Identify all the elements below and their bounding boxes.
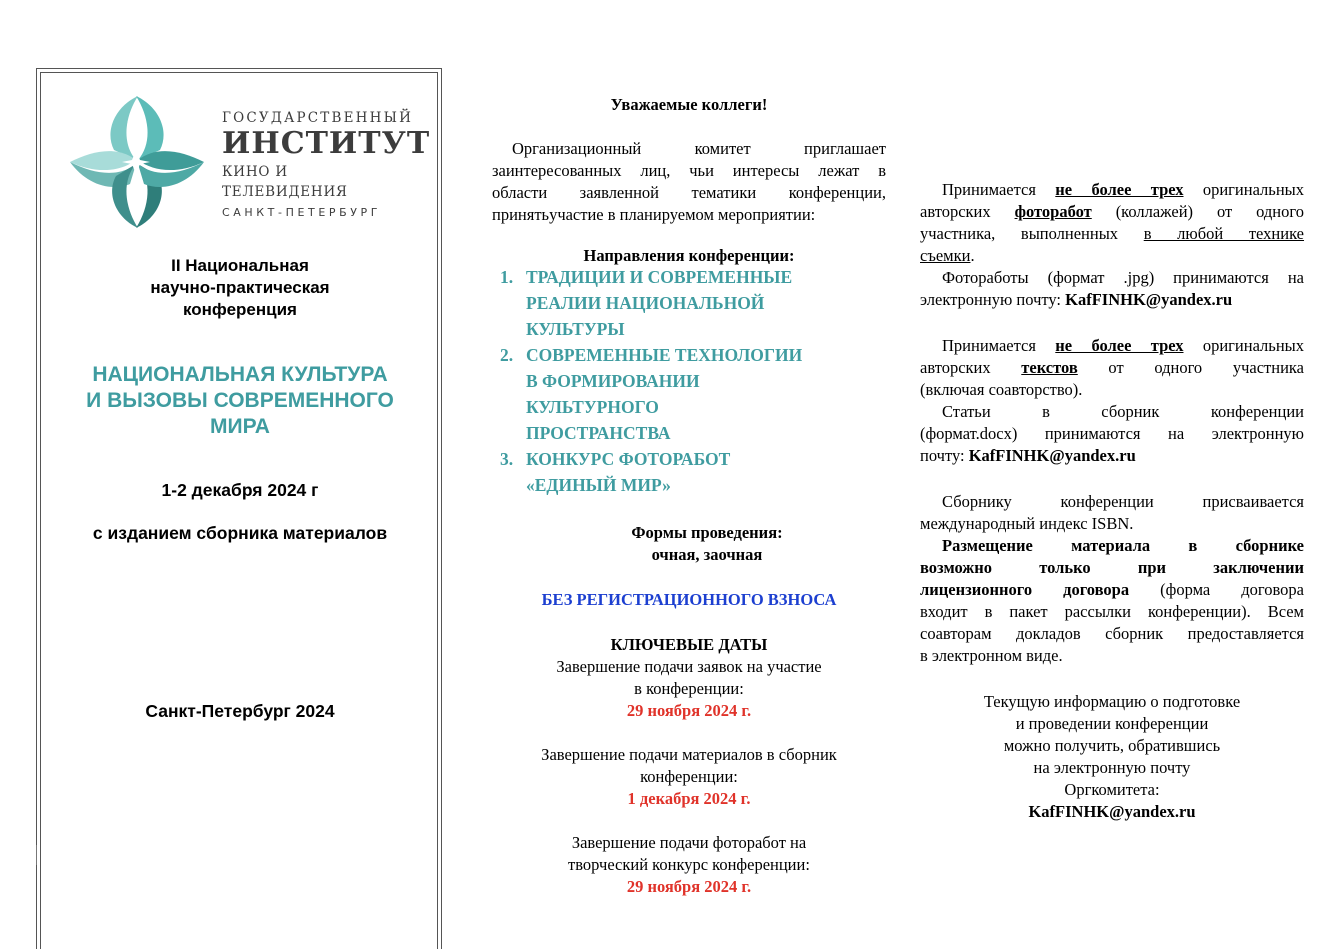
text-span: (форма договора — [1129, 580, 1305, 599]
isbn-line-2: международный индекс ISBN. — [920, 514, 1134, 533]
direction-line: «ЕДИНЫЙ МИР» — [526, 475, 671, 495]
text-span: Принимается — [942, 180, 1056, 199]
key-date-line: Завершение подачи заявок на участие — [556, 657, 822, 676]
forms-section — [510, 522, 904, 566]
intro-line: принятьучастие в планируемом мероприятии: — [492, 205, 816, 224]
text-span: (коллажей) от одного — [1091, 202, 1304, 221]
license-line-2: возможно только при заключении — [920, 558, 1304, 577]
license-line-4: входит в пакет рассылки конференции). Всем — [920, 602, 1304, 621]
text-span: от одного участника — [1077, 358, 1304, 377]
conference-type — [60, 255, 420, 321]
direction-number: 3. — [500, 449, 514, 469]
text-span: авторских — [920, 358, 1022, 377]
logo-line-2: ИНСТИТУТ — [222, 126, 431, 161]
key-dates-heading: КЛЮЧЕВЫЕ ДАТЫ — [610, 635, 768, 654]
directions-heading-text: Направления конференции: — [583, 246, 795, 265]
directions-list — [492, 264, 872, 498]
photo-line-3 — [920, 223, 1304, 245]
conf-type-line: научно-практическая — [150, 278, 330, 297]
license-line-5: соавторам докладов сборник предоставляется — [920, 624, 1304, 643]
articles-email-line — [920, 445, 1304, 467]
emphasis: не более трех — [1055, 336, 1184, 355]
intro-line: области заявленной тематики конференции, — [492, 183, 886, 202]
conference-city-year: Санкт-Петербург 2024 — [145, 701, 335, 721]
direction-number: 2. — [500, 345, 514, 365]
direction-item — [492, 342, 872, 446]
text-span: почту: — [920, 446, 969, 465]
emphasis: фоторабот — [1014, 202, 1092, 221]
emphasis: не более трех — [1055, 180, 1184, 199]
photo-format-line: Фотоработы (формат .jpg) принимаются на — [942, 268, 1304, 287]
photo-email-line — [920, 289, 1304, 311]
direction-line: КУЛЬТУРНОГО — [526, 397, 659, 417]
text-span: участника, выполненных — [920, 224, 1144, 243]
key-date-line: творческий конкурс конференции: — [568, 855, 810, 874]
intro-paragraph — [492, 138, 886, 226]
text-line-3: (включая соавторство). — [920, 380, 1083, 399]
institute-logo-text — [222, 110, 431, 224]
direction-line: КОНКУРС ФОТОРАБОТ — [526, 449, 731, 469]
conf-title-line: И ВЫЗОВЫ СОВРЕМЕННОГО — [86, 389, 394, 412]
license-line-1: Размещение материала в сборнике — [942, 536, 1304, 555]
logo-line-1: ГОСУДАРСТВЕННЫЙ — [222, 110, 414, 126]
direction-line: СОВРЕМЕННЫЕ ТЕХНОЛОГИИ — [526, 345, 803, 365]
contact-email[interactable]: KafFINHK@yandex.ru — [1028, 802, 1196, 821]
direction-line: КУЛЬТУРЫ — [526, 319, 625, 339]
photo-submission-paragraph — [920, 179, 1304, 311]
greeting — [492, 94, 886, 116]
contact-info — [920, 691, 1304, 823]
conf-title-line: НАЦИОНАЛЬНАЯ КУЛЬТУРА — [92, 363, 388, 386]
text-span: оригинальных — [1183, 336, 1304, 355]
direction-item — [492, 446, 872, 498]
text-span: электронную почту: — [920, 290, 1066, 309]
text-span: оригинальных — [1183, 180, 1304, 199]
conference-dates: 1-2 декабря 2024 г — [161, 480, 319, 500]
intro-line: заинтересованных лиц, чьи интересы лежат в — [492, 161, 886, 180]
conference-title — [50, 362, 430, 440]
institute-logo-icon — [66, 92, 206, 232]
text-line-2 — [920, 357, 1304, 379]
contact-line: и проведении конференции — [1015, 714, 1209, 733]
contact-line: на электронную почту — [1033, 758, 1191, 777]
conference-edition: с изданием сборника материалов — [92, 523, 388, 543]
no-fee-text: БЕЗ РЕГИСТРАЦИОННОГО ВЗНОСА — [541, 590, 837, 609]
isbn-paragraph — [920, 491, 1304, 667]
contact-line: Текущую информацию о подготовке — [983, 692, 1241, 711]
emphasis: текстов — [1021, 358, 1078, 377]
text-span: авторских — [920, 202, 1015, 221]
key-date-line: Завершение подачи материалов в сборник — [541, 745, 837, 764]
emphasis: в любой технике — [1143, 224, 1305, 243]
forms-value: очная, заочная — [651, 545, 763, 564]
text-span: Принимается — [942, 336, 1056, 355]
emphasis: съемки — [920, 246, 971, 265]
license-line-6: в электронном виде. — [920, 646, 1063, 665]
no-fee-notice — [492, 589, 886, 611]
contact-line: Оргкомитета: — [1064, 780, 1160, 799]
direction-line: В ФОРМИРОВАНИИ — [526, 371, 700, 391]
greeting-text: Уважаемые коллеги! — [610, 95, 768, 114]
conf-type-line: II Национальная — [171, 256, 309, 275]
contact-line: можно получить, обратившись — [1003, 736, 1221, 755]
key-date-value: 29 ноября 2024 г. — [626, 877, 752, 896]
photo-line-2 — [920, 201, 1304, 223]
key-date-value: 29 ноября 2024 г. — [626, 701, 752, 720]
email-link[interactable]: KafFINHK@yandex.ru — [968, 446, 1136, 465]
direction-item — [492, 264, 872, 342]
logo-line-3: КИНО И ТЕЛЕВИДЕНИЯ — [222, 164, 348, 200]
key-date-line: конференции: — [640, 767, 738, 786]
page-edge-mark — [36, 845, 37, 865]
direction-line: РЕАЛИИ НАЦИОНАЛЬНОЙ — [526, 293, 765, 313]
photo-line-4 — [920, 245, 1304, 267]
isbn-line-1: Сборнику конференции присваивается — [942, 492, 1304, 511]
key-date-line: в конференции: — [634, 679, 744, 698]
key-dates — [492, 634, 886, 898]
intro-line: Организационный комитет приглашает — [512, 139, 886, 158]
key-date-value: 1 декабря 2024 г. — [627, 789, 751, 808]
direction-number: 1. — [500, 267, 514, 287]
direction-line: ПРОСТРАНСТВА — [526, 423, 671, 443]
text-submission-paragraph — [920, 335, 1304, 467]
conf-title-line: МИРА — [210, 415, 270, 438]
conf-type-line: конференция — [183, 300, 297, 319]
key-date-line: Завершение подачи фоторабот на — [571, 833, 807, 852]
text-span: . — [970, 246, 975, 265]
license-line-3 — [920, 579, 1304, 601]
logo-line-4: САНКТ-ПЕТЕРБУРГ — [222, 206, 382, 219]
email-link[interactable]: KafFINHK@yandex.ru — [1065, 290, 1233, 309]
articles-line-1: Статьи в сборник конференции — [942, 402, 1304, 421]
photo-line-1 — [920, 179, 1304, 201]
forms-heading: Формы проведения: — [631, 523, 783, 542]
text-line-1 — [920, 335, 1304, 357]
articles-line-2: (формат.docx) принимаются на электронную — [920, 424, 1304, 443]
direction-line: ТРАДИЦИИ И СОВРЕМЕННЫЕ — [526, 267, 793, 287]
emphasis: лицензионного договора — [920, 580, 1130, 599]
